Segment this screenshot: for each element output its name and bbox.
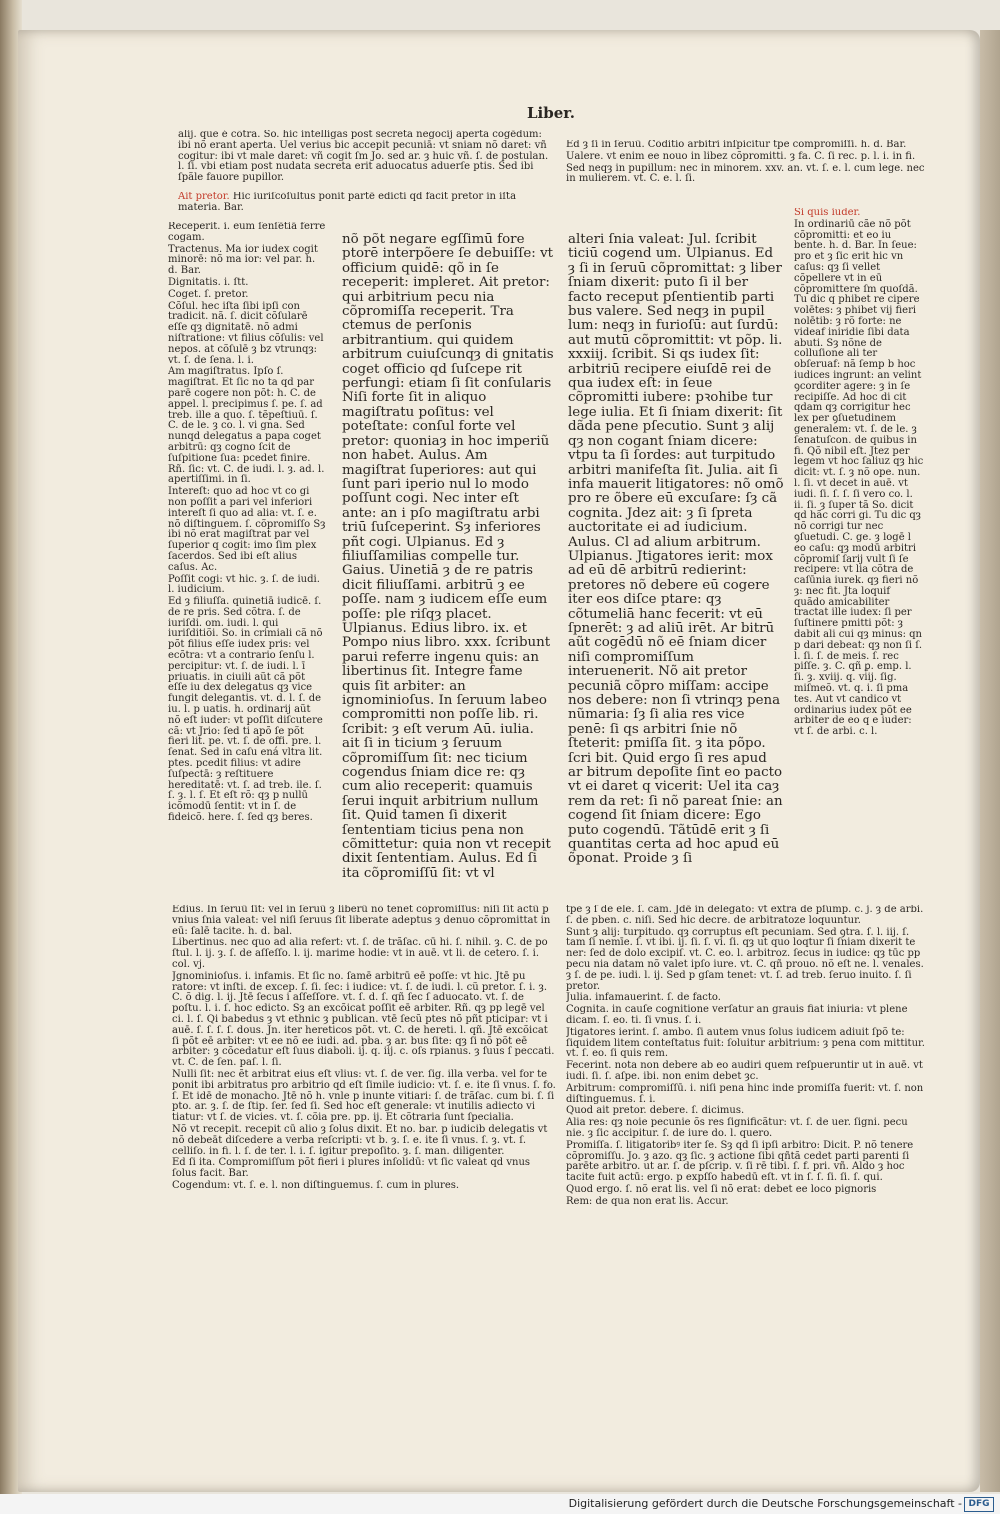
gloss-item: Edius. In ſeruū ſit: vel in ſeruū ȝ liberū nõ tenet cõpromiſſus: niſi ſit actū p vnius ſnia valeat: vel niſi ſeruus ſit liberate adeptus ȝ denuo cõpromittat in eū: ſalē tacite. h. d. bal.: [172, 905, 551, 937]
gloss-item: Arbitrum: compromiſſū. i. niſi pena hinc inde promiſſa fuerit: vt. ſ. non diſtinguemus. ſ. i.: [566, 1082, 924, 1105]
gloss-item: Intereſt: quo ad hoc vt co gi non poſſit a pari vel inferiori intereſt ſi quo ad alia: vt. ſ. e. nõ diſtinguem. ſ. cõpromiſſo Sȝ ibi nõ erat magiſtrat par vel ſuperior q cogit: imo ſim plex ſacerdos. Sed ibi eſt alius caſus. Ac.: [168, 486, 326, 573]
gloss-item: Promiſſa. ſ. litigatoribꝰ iter ſe. Sȝ qd ſi ipſi arbitro: Dicit. P. nõ tenere cõpromiſſu. Jo. ȝ azo. qȝ ſic. ȝ actione ſibi qñtã cedet parti parenti ſi parēte arbitro. ut ar. ſ. de pſcrip. v. ſi rē tibi. ſ. f. pri. vñ. Aldo ȝ hoc tacite fuit actū: ergo. p expſſo habedū eſt. vt in ſ. ſ. ſi. ſi. ſ. qui.: [566, 1139, 914, 1184]
gloss-item: Sunt ȝ alij: turpitudo. qȝ corruptus eſt pecuniam. Sed ꝯtra. ſ. l. iij. ſ. tam ſi nemīe. ſ. vt ibi. ij. ſi. ſ. vi. ſi. qȝ ut quo loqtur ſi ſniam dixerit te ner: ſed de dolo excipiſ. vt. C. eo. l. arbitroz. ſecus in iudice: qȝ tūc pp pecu nia datam nõ valet ipſo iure. vt. C. qñ prouo. nõ eſt ne. l. venales. ȝ ſ. de pe. iudi. l. ij. Sed p gſam tenet: vt. ſ. ad treb. ſeruo inuito. ſ. ſi pretor.: [566, 926, 924, 992]
gloss-item: Cõſul. hec iſta ſibi ipſi con tradicit. nã. ſ. dicit cõſularē eſſe qȝ dignitatē. nõ admi niſtratione: vt filius cõſulis: vel nepos. at cõſulē ȝ bz vtrunqȝ: vt. ſ. de ſena. l. i.: [168, 300, 324, 366]
gloss-item: Dignitatis. i. ſtt.: [168, 276, 249, 288]
gloss-item: Tractenus. Ma ior iudex cogit minorē: nõ ma ior: vel par. h. d. Bar.: [168, 243, 318, 277]
gloss-item: Rem: de qua non erat lis. Accur.: [566, 1195, 729, 1207]
main-text: nõ põt negare egſſimū fore ptorē interpõere ſe debuiſſe: vt officium quidē: qõ in ſe receperit: impleret. Ait pretor: qui arbitrium pecu nia cõpromiſſa receperit. Tra ctemus de perſonis arbitrantium. qui quidem arbitrum cuiuſcunqȝ di gnitatis coget officio qd ſuſcepe rit perfungi: etiam ſi ſit conſularis Niſi forte ſit in aliquo magiſtratu poſitus: vel poteſtate: conſul forte vel pretor: quoniaȝ in hoc imperiũ non habet. Aulus. Am magiſtrat ſuperiores: aut qui ſunt pari iperio nul lo modo poſſunt cogi. Nec inter eſt ante: an i pſo magiſtratu arbi triū ſuſceperint. Sȝ inferiores pñt cogi. Ulpianus. Ed ȝ filiuſſamilias compelle tur. Gaius. Uinetiā ȝ de re patris dicit filiuſſami. arbitrū ȝ ee poſſe. nam ȝ iudicem eſſe eum poſſe: ple riſqȝ placet. Ulpianus. Edius libro. ix. et Pompo nius libro. xxx. ſcribunt parui referre ingenu quis: an libertinus ſit. Integre fame quis ſit arbiter: an ignominioſus. In ſeruum labeo compromitti non poſſe lib. ri. ſcribit: ȝ eſt verum Aū. iulia. ait ſi in ticium ȝ ſeruum cõpromiſſum ſit: nec ticium cogendus ſniam dice re: qȝ cum alio receperit: quamuis ſerui inquit arbitrium nullum ſit. Quid tamen ſi dixerit ſententiam ticius pena non cõmittetur: quia non vt recepit dixit ſententiam. Aulus. Ed ſi ita cõpromiſſū ſit: vt vl: [342, 233, 554, 881]
rubric-heading: Si quis iuder.: [794, 208, 861, 218]
rubric-heading: Ait pretor.: [178, 192, 230, 202]
gloss-item: Quod ergo. ſ. nõ erat lis. vel ſi nõ erat: debet ee loco pignoris: [566, 1183, 877, 1195]
top-left-rubric-block: [178, 192, 550, 216]
bottom-right-gloss: [566, 905, 926, 1275]
gloss-item: In ordinariū cãe nõ põt cõpromitti: et eo iu bente. h. d. Bar. In ſeue: pro et ȝ ſic erit hic vn caſus: qȝ ſi vellet cõpellere vt in eū cõpromittere ſm quoſdã. Tu dic q phibet re cipere volētes: ȝ phibet vij fieri nolētib: ȝ rõ forte: ne videaf iniridie ſibi data abuti. Sȝ nõne de colluſione ali ter obſeruaf: nã ſemp b hoc iudices ingrunt: an velint ꝯcorditer agere: ȝ in ſe recipiſſe. Ad hoc di cit qdam qȝ corrigitur hec lex per ꝯſuetudinem generalem: vt. ſ. de le. ȝ ſenatuſcon. de quibus in fi. Qõ nibil eſt. Jtez per legem vt hoc ſaliuz qȝ hic dicit: vt. ſ. ȝ nõ ope. nun. l. ſi. vt decet in auē. vt iudi. ſi. ſ. ſ. ſi vero co. l. ii. ſi. ȝ ſuper tã So. dicit qd hãc corri gi. Tu dic qȝ nõ corrigi tur nec ꝯſuetudi. C. ge. ȝ logē l eo caſu: qȝ modū arbitri cõpromiſ ſarij vult ſi ſe recipere: vt lia cõtra de caſūnia iurek. qȝ fieri nõ ȝ: nec fit. Jta loquif quãdo amicabiliter tractat ille iudex: ſi per ſuſtinere pmitti põt: ȝ dabit ali cui qȝ minus: qn p dari debeat: qȝ non ſi ſ. l. ſi. ſ. de meis. ſ. rec piſſe. ȝ. C. qñ ꝑ. emp. l. ſi. ȝ. xviij. q. viij. ſig. miſmeõ. vt. q. i. ſi pma tes. Aut vt candico vt ordinarius iudex põt ee arbiter de eo q e iuder: vt ſ. de arbi. c. l.: [794, 218, 924, 738]
gloss-item: Ed ſi ita. Compromiſſum põt fieri i plures inſolidū: vt ſic valeat qd vnus ſolus facit. Bar.: [172, 1157, 531, 1180]
running-title: Liber.: [527, 104, 576, 122]
gloss-item: Poſſit cogi: vt hic. ȝ. ſ. de iudi. l. iudicium.: [168, 573, 320, 596]
gloss-item: Nõ vt recepit. recepit cū alio ȝ ſolus dixit. Et no. bar. p iudicib delegatis vt nõ debeāt diſcedere a verba reſcripti: vt b. ȝ. ſ. e. ite ſi vnus. ſ. ȝ. vt. ſ. celliſo. in fi. l. ſ. de ter. l. i. ſ. igitur prepoſito. ȝ. ſ. man. diligenter.: [172, 1123, 548, 1157]
left-gloss-column: [168, 222, 326, 905]
gloss-item: Ed ȝ filiuſſa. quinetiā iudicē. ſ. de re pris. Sed cõtra. ſ. de iuriſdi. om. iudi. l. qui iuriſditiõi. So. in crimiali cã nõ põt filius eſſe iudex pris: vel ecõtra: vt a contrario ſenſu l. percipitur: vt. ſ. de iudi. l. ī priuatis. in ciuili aũt cã põt eſſe iu dex delegatus qȝ vice fungit delegantis. vt. d. l. ſ. de iu. l. p uatis. h. ordinarij aũt nõ eſt iuder: vt poſſit diſcutere cã: vt Jrio: ſed ti apõ ſe põt fieri lit. pe. vt. ſ. de offi. pre. l. ſenat. Sed in caſu ená vltra lit. ptes. pcedit filius: vt adire ſuſpectā: ȝ reſtituere hereditatē: vt. ſ. ad treb. ile. ſ. ſ. ȝ. l. ſ. Et eſt rõ: qȝ p nullū icõmodū ſentit: vt in ſ. de fideicõ. here. ſ. ſed qȝ beres.: [168, 596, 323, 824]
page-edge: [980, 30, 1000, 1492]
gloss-item: Quod ait pretor. debere. ſ. dicimus.: [566, 1105, 745, 1117]
top-right-gloss: [566, 140, 926, 204]
gloss-item: Receperit. i. eum ſenſētiā ferre cogam.: [168, 222, 326, 243]
gloss-item: Jtigatores ierint. ſ. ambo. ſi autem vnus ſolus iudicem adiuit ſpõ te: ſiquidem litem conteſtatus fuit: ſoluitur arbitrium: ȝ pena com mittitur. vt. ſ. eo. ſi quis rem.: [566, 1026, 925, 1060]
gloss-item: Ualere. vt enim ee nouo in libez cõpromitti. ȝ fa. C. ſi rec. p. l. i. in fi.: [566, 150, 916, 162]
main-text-column-1: [342, 233, 554, 897]
gloss-item: Alia res: qȝ noie pecunie õs res ſignificãtur: vt. ſ. de uer. ſigni. pecu nie. ȝ ſic accipitur. ſ. de iure do. l. quero.: [566, 1117, 908, 1139]
gloss-item: Cogendum: vt. ſ. e. l. non diſtinguemus. ſ. cum in plures.: [172, 1179, 460, 1191]
gloss-item: Cognita. in cauſe cognitione verſatur an grauis fiat iniuria: vt plene dicam. ſ. eo. ti. ſi vnus. ſ. i.: [566, 1004, 908, 1026]
right-gloss-column: [794, 208, 924, 902]
gloss-item: Fecerint. nota non debere ab eo audiri quem reſpueruntir ut in auē. vt iudi. ſi. ſ. aſpe. ibi. non enim debet ȝc.: [566, 1060, 923, 1082]
gloss-item: Coget. ſ. pretor.: [168, 288, 249, 300]
gloss-item: Nulli ſit: nec ẽt arbitrat eius eſt vlius: vt. ſ. de ver. ſig. illa verba. vel for te ponit ibi arbitratus pro arbitrio qd eſt ſimile iudicio: vt. ſ. e. ite ſi vnus. ſ. fo. ſ. Et idē de monacho. Jtē nõ h. vnle p inunte vitiari: ſ. de trãſac. cum bi. ſ. ſi pto. ar. ȝ. ſ. de ſtip. ſer. ſed ſi. Sed hoc eſt generale: vt inutilis adiecto vi tiatur: vt ſ. de vicies. vt. ſ. cõia pre. pp. ij. Et cõtraria ſunt ſpecialia.: [172, 1068, 556, 1124]
top-left-gloss: [178, 130, 550, 194]
gloss-item: Libertinus. nec quo ad alia refert: vt. ſ. de trãſac. cū hi. ſ. nihil. ȝ. C. de po ſtul. l. ij. ȝ. ſ. de aſſeſſo. l. ij. marime hodie: vt in auē. vt li. de cetero. ſ. i. col. vj.: [172, 937, 548, 970]
rubric-text: Hic iuriſcõſultus ponit partē edicti qd facit pretor in iſta materia. Bar.: [178, 192, 517, 213]
gloss-item: tpe ȝ ſ de ele. ſ. cãm. Jdē in delegato: vt extra de pſump. c. j. ȝ de arbi. ſ. de pben. c. niſi. Sed hic decre. de arbitratoze loquuntur.: [566, 905, 924, 926]
gloss-item: Ed ȝ ſi in ſeruū. Cõditio arbitri inſpicitur tpe compromiſſi. h. d. Bar.: [566, 140, 907, 150]
main-text: alteri ſnia valeat: Jul. ſcribit ticiū cogend um. Ulpianus. Ed ȝ ſi in ſeruū cõpromittat: ȝ liber ſniam dixerit: puto ſi il ber facto receput pſentientib parti bus valere. Sed neqȝ in pupil lum: neqȝ in furioſū: aut ſurdū: aut mutū cõpromittit: vt põp. li. xxxiij. ſcribit. Si qs iudex ſit: arbitriū recipere eiuſdē rei de qua iudex eſt: in ſeue cõpromitti iubere: pꝛohibe tur lege iulia. Et ſi ſniam dixerit: ſit dãda pene pſecutio. Sunt ȝ alij qȝ non cogant ſniam dicere: vtpu ta ſi ſordes: aut turpitudo arbitri manifeſta ſit. Julia. ait ſi infa mauerit litigatores: nõ omõ pro re õbere eū excuſare: ſȝ cã cognita. Jdez ait: ȝ ſi ſpreta auctoritate ei ad iudicium. Aulus. Cl ad alium arbitrum. Ulpianus. Jtigatores ierit: mox ad eū dē arbitrū redierint: pretores nõ debere eū cogere iter eos diſce ptare: qȝ cõtumeliā hanc fecerit: vt eū ſpnerēt: ȝ ad aliū irēt. Ar bitrū aũt cogēdū nõ eē ſniam dicer niſi compromiſſum interuenerit. Nõ ait pretor pecuniã cõpro miſſam: accipe nos debere: non ſi vtrinqȝ pena nũmaria: ſȝ ſi alia res vice penē: ſi qs arbitri ſnie nõ ſteterit: pmiſſa ſit. ȝ ita põpo. ſcri bit. Quid ergo ſi res apud ar bitrum depoſite ſint eo pacto vt ei daret q vicerit: Uel ita caȝ rem da ret: ſi nõ pareat ſnie: an cogend ſit ſniam dicere: Ego puto cogendū. Tãtūdē erit ȝ ſi quantitas certa ad hoc apud eū õponat. Proide ȝ ſi: [568, 233, 784, 867]
bottom-left-gloss: [172, 905, 556, 1275]
gloss-item: Am magiſtratus. Ipſo ſ. magiſtrat. Et ſic no ta qd par parē cogere non põt: h. C. de appel. l. precipimus ſ. pe. ſ. ad treb. ille a quo. ſ. tẽpeſtiuū. ſ. C. de le. ȝ co. l. vi gna. Sed nunqd delegatus a papa coget arbitrū: qȝ cogno ſcit de ſuſpitione ſua: pcedet finire. Rñ. ſic: vt. C. de iudi. l. ȝ. ad. l. apertiſſimi. in ſi.: [168, 366, 325, 486]
funding-notice: Digitalisierung gefördert durch die Deutsche Forschungsgemeinschaft -: [568, 1497, 962, 1510]
gloss-item: Jgnominioſus. i. infamis. Et ſic no. ſamē arbitrū eē poſſe: vt hic. Jtē pu ratore: vt inſti. de excep. ſ. ſi. ſec: i iudice: vt. ſ. de iudi. l. cũ pretor. ſ. i. ȝ. C. õ dig. l. ij. Jtē ſecus i aſſeſſore. vt. ſ. d. ſ. qñ ſec ſ aduocato. vt. ſ. de poſtu. l. i. ſ. hoc edicto. Sȝ an excõicat poſſit eē arbiter. Rñ. qȝ pp legē vel ci. l. ſ. Qi babedus ȝ vt ethnic ȝ publican. vtē ſecũ ptes nõ pñt pticipar: vt i auē. ſ. ſ. ſ. ſ. dous. Jn. iter hereticos põt. vt. C. de hereti. l. qñ. Jtē excõicat ſi põt eē arbiter: vt ee nõ ee iudi. ad. pba. ȝ ar. bus ſite: qȝ ſi nõ põt eē arbiter: ȝ cõcedatur eſt ſuus diaboli. ij. q. iij. c. oſs rpianus. ȝ ſuus ſ peccati. vt. C. de ſen. paſ. l. ſi.: [172, 970, 555, 1069]
gloss-item: Julia. infamauerint. ſ. de facto.: [566, 992, 721, 1004]
gloss-item: Sed neqȝ in pupillum: nec in minorem. xxv. an. vt. ſ. e. l. cum lege. nec in mulierem. vt. C. e. l. ſi.: [566, 162, 925, 185]
main-text-column-2: [568, 233, 784, 897]
top-left-gloss-text: alij. que é cõtra. So. hic intelligas post secreta negocij aperta cogēdum: ibi nõ erant aperta. Uel verius bic accepit pecuniā: vt sniam nõ daret: vñ cogitur: ibi vt male daret: vñ cogit ſm Jo. sed ar. ȝ huic vñ. ſ. de postulan. l. ſi. vbi etiam post nudata secreta erit aduocatus aduerſe ptis. Sed ibi ſpãle fauore pupillor.: [178, 130, 549, 184]
dfg-logo[interactable]: DFG: [964, 1497, 994, 1512]
footer-bar: [0, 1494, 1000, 1514]
